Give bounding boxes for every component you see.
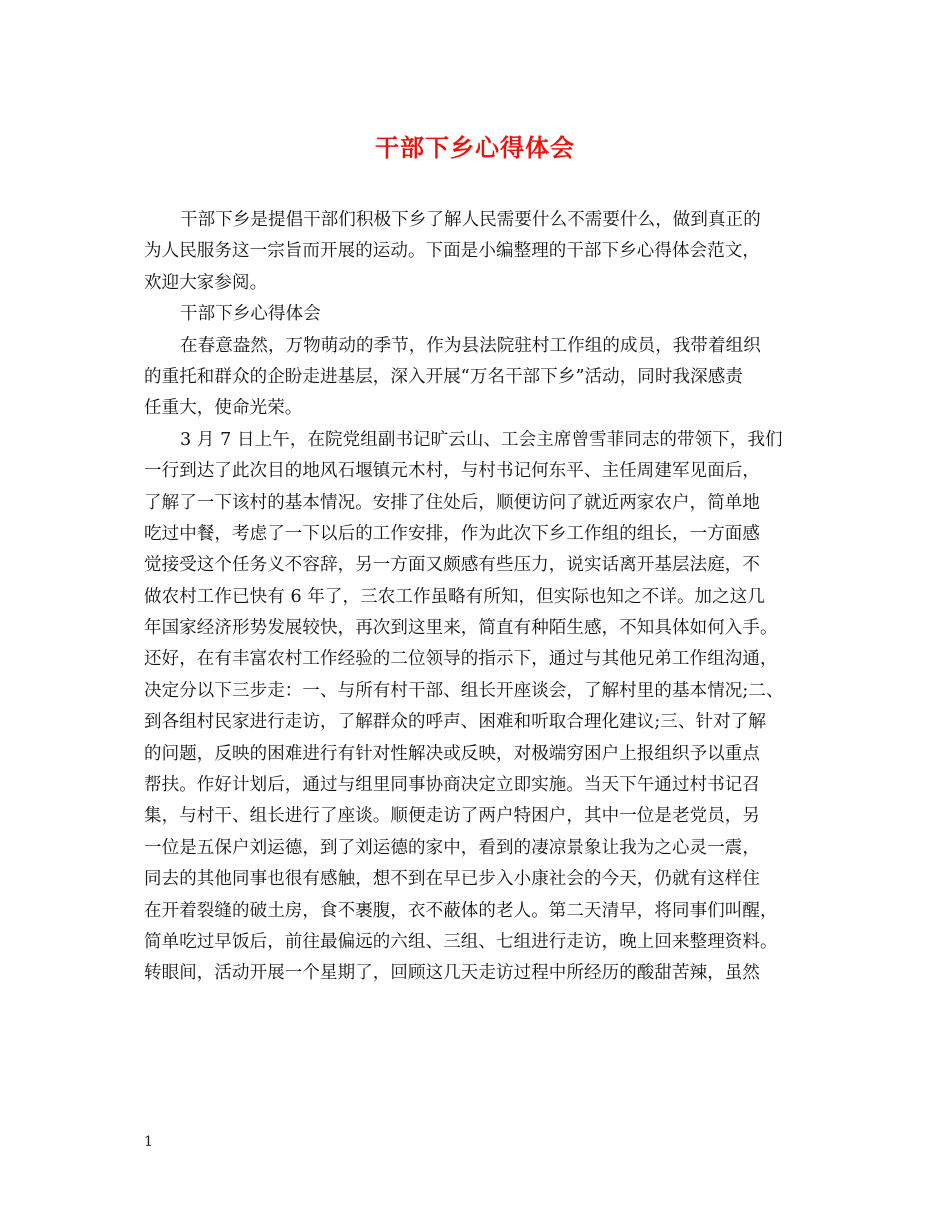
body-line: 集，与村干、组长进行了座谈。顺便走访了两户特困户，其中一位是老党员，另 [144,806,760,827]
body-line: 还好，在有丰富农村工作经验的二位领导的指示下，通过与其他兄弟工作组沟通， [144,649,778,670]
body-line: 年国家经济形势发展较快，再次到这里来，简直有种陌生感，不知具体如何入手。 [144,618,778,639]
body-line: 了解了一下该村的基本情况。安排了住处后，顺便访问了就近两家农户，简单地 [144,492,760,513]
body-line: 的重托和群众的企盼走进基层，深入开展“万名干部下乡”活动，同时我深感责 [144,366,743,387]
body-line: 决定分以下三步走：一、与所有村干部、组长开座谈会，了解村里的基本情况;二、 [144,680,784,701]
body-line: 做农村工作已快有 6 年了，三农工作虽略有所知，但实际也知之不详。加之这几 [144,586,765,607]
body-line: 简单吃过早饭后，前往最偏远的六组、三组、七组进行走访，晚上回来整理资料。 [144,931,778,952]
body-line: 为人民服务这一宗旨而开展的运动。下面是小编整理的干部下乡心得体会范文， [144,241,760,262]
body-line: 转眼间，活动开展一个星期了，回顾这几天走访过程中所经历的酸甜苦辣，虽然 [144,963,760,984]
body-line: 在春意盎然，万物萌动的季节，作为县法院驻村工作组的成员，我带着组织 [180,335,761,356]
body-line: 的问题，反映的困难进行有针对性解决或反映，对极端穷困户上报组织予以重点 [144,743,760,764]
body-line: 在开着裂缝的破土房，食不裹腹，衣不蔽体的老人。第二天清早，将同事们叫醒， [144,900,778,921]
body-line: 同去的其他同事也很有感触，想不到在早已步入小康社会的今天，仍就有这样住 [144,869,760,890]
body-line: 欢迎大家参阅。 [144,272,268,293]
body-line: 到各组村民家进行走访，了解群众的呼声、困难和听取合理化建议;三、针对了解 [144,712,766,733]
document-title: 干部下乡心得体会 [375,133,575,162]
body-line: 干部下乡是提倡干部们积极下乡了解人民需要什么不需要什么，做到真正的 [180,210,761,230]
document-body [144,205,824,990]
body-line: 帮扶。作好计划后，通过与组里同事协商决定立即实施。当天下午通过村书记召 [144,775,760,796]
page-number: 1 [144,1134,153,1150]
body-line: 吃过中餐，考虑了一下以后的工作安排，作为此次下乡工作组的组长，一方面感 [144,523,760,544]
body-line: 3 月 7 日上午，在院党组副书记旷云山、工会主席曾雪菲同志的带领下，我们 [180,429,783,450]
section-heading: 干部下乡心得体会 [180,304,321,325]
body-line: 一位是五保户刘运德，到了刘运德的家中，看到的凄凉景象让我为之心灵一震， [144,837,760,858]
body-line: 任重大，使命光荣。 [144,398,303,419]
body-line: 一行到达了此次目的地风石堰镇元木村，与村书记何东平、主任周建军见面后， [144,461,760,482]
body-line: 觉接受这个任务义不容辞，另一方面又颇感有些压力，说实话离开基层法庭，不 [144,555,760,576]
